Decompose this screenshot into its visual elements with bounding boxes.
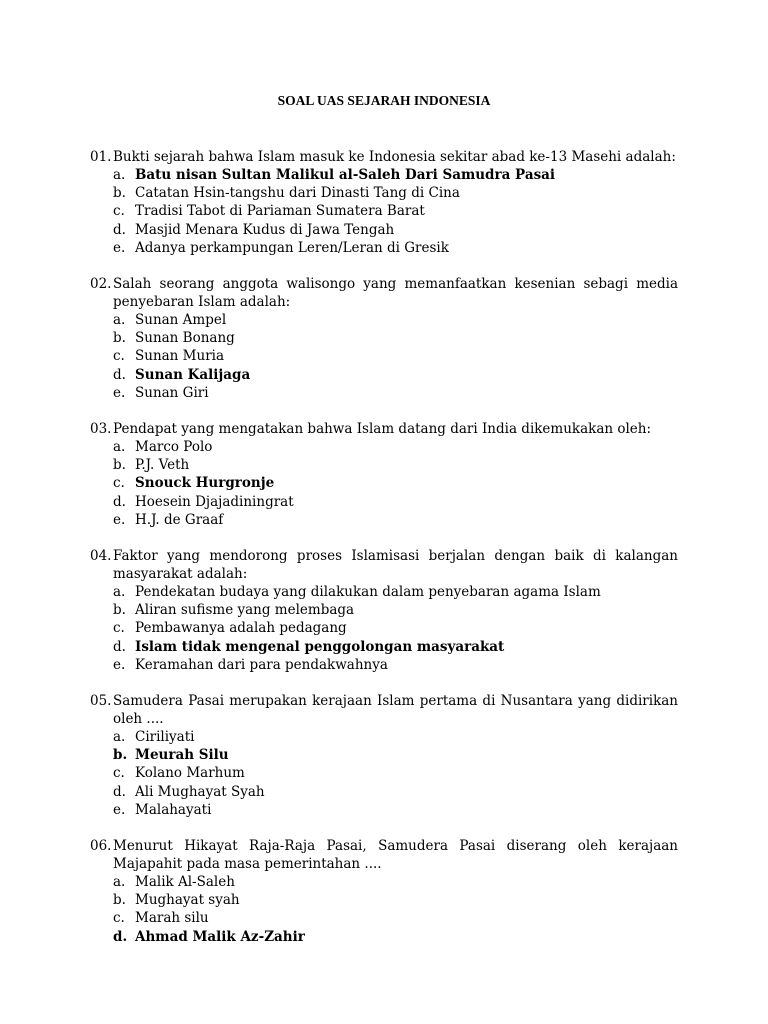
question-text: Samudera Pasai merupakan kerajaan Islam pertama di Nusantara yang didirikan oleh .... xyxy=(113,693,678,728)
option-letter: a. xyxy=(113,312,126,329)
option-text: Sunan Ampel xyxy=(135,312,227,329)
question-text: Salah seorang anggota walisongo yang memanfaatkan kesenian sebagi media penyebaran Islam adalah: xyxy=(113,276,678,311)
answer-option xyxy=(113,583,678,601)
answer-option xyxy=(113,783,678,801)
option-letter: d. xyxy=(113,221,126,238)
option-text: Batu nisan Sultan Malikul al-Saleh Dari Samudra Pasai xyxy=(135,167,556,183)
question-text: Pendapat yang mengatakan bahwa Islam datang dari India dikemukakan oleh: xyxy=(113,421,652,438)
answer-option xyxy=(113,493,678,511)
option-list xyxy=(90,583,678,674)
answer-option xyxy=(113,311,678,329)
option-letter: c. xyxy=(113,910,125,927)
question-item xyxy=(90,837,678,946)
option-text: Adanya perkampungan Leren/Leran di Gresik xyxy=(135,239,449,256)
option-letter: a. xyxy=(113,729,126,746)
option-text: Islam tidak mengenal penggolongan masyarakat xyxy=(135,638,505,655)
question-item xyxy=(90,692,678,819)
option-text: Sunan Bonang xyxy=(135,330,235,347)
answer-option xyxy=(113,329,678,347)
option-letter: d. xyxy=(113,638,126,655)
option-letter: b. xyxy=(113,892,126,909)
option-letter: e. xyxy=(113,384,126,401)
question-row xyxy=(90,275,678,311)
option-letter: e. xyxy=(113,511,126,528)
option-letter: e. xyxy=(113,801,126,818)
question-text: Bukti sejarah bahwa Islam masuk ke Indonesia sekitar abad ke-13 Masehi adalah: xyxy=(113,149,676,165)
option-text: Ahmad Malik Az-Zahir xyxy=(135,928,305,945)
question-row xyxy=(90,148,678,166)
answer-option xyxy=(113,801,678,819)
answer-option xyxy=(113,438,678,456)
option-text: Snouck Hurgronje xyxy=(135,475,275,492)
answer-option xyxy=(113,511,678,529)
option-letter: c. xyxy=(113,765,125,782)
answer-option xyxy=(113,239,678,257)
option-list xyxy=(90,728,678,819)
option-text: Malahayati xyxy=(135,801,212,818)
option-text: Sunan Muria xyxy=(135,348,225,365)
option-letter: b. xyxy=(113,457,126,474)
answer-option xyxy=(113,474,678,492)
question-list xyxy=(90,148,678,964)
question-number: 05. xyxy=(90,693,112,710)
option-list xyxy=(90,873,678,946)
answer-option xyxy=(113,221,678,239)
option-text: Keramahan dari para pendakwahnya xyxy=(135,656,388,673)
option-letter: a. xyxy=(113,439,126,456)
option-text: H.J. de Graaf xyxy=(135,511,224,528)
option-letter: d. xyxy=(113,366,126,383)
option-text: Ciriliyati xyxy=(135,729,195,746)
option-letter: d. xyxy=(113,783,126,800)
question-number: 04. xyxy=(90,548,112,565)
option-text: Hoesein Djajadiningrat xyxy=(135,493,294,510)
question-item xyxy=(90,547,678,674)
option-letter: b. xyxy=(113,602,126,619)
answer-option xyxy=(113,456,678,474)
question-text: Menurut Hikayat Raja-Raja Pasai, Samudera Pasai diserang oleh kerajaan Majapahit pada masa pemerintahan .... xyxy=(113,838,678,873)
question-row xyxy=(90,837,678,873)
answer-option xyxy=(113,601,678,619)
answer-option xyxy=(113,619,678,637)
question-row xyxy=(90,692,678,728)
page-title: SOAL UAS SEJARAH INDONESIA xyxy=(277,93,491,108)
option-text: P.J. Veth xyxy=(135,457,190,474)
answer-option xyxy=(113,909,678,927)
answer-option xyxy=(113,384,678,402)
option-letter: c. xyxy=(113,620,125,637)
option-letter: a. xyxy=(113,874,126,891)
question-row xyxy=(90,420,678,438)
option-text: Pendekatan budaya yang dilakukan dalam penyebaran agama Islam xyxy=(135,584,601,601)
question-number: 06. xyxy=(90,838,112,855)
option-letter: c. xyxy=(113,203,125,220)
answer-option xyxy=(113,202,678,220)
answer-option xyxy=(113,928,678,946)
option-letter: d. xyxy=(113,493,126,510)
question-row xyxy=(90,547,678,583)
option-text: Tradisi Tabot di Pariaman Sumatera Barat xyxy=(135,203,425,220)
option-letter: e. xyxy=(113,656,126,673)
answer-option xyxy=(113,728,678,746)
question-number: 02. xyxy=(90,276,112,293)
option-letter: b. xyxy=(113,747,128,764)
option-letter: c. xyxy=(113,475,125,492)
option-letter: b. xyxy=(113,330,126,347)
option-letter: a. xyxy=(113,167,126,183)
answer-option xyxy=(113,746,678,764)
option-text: Marco Polo xyxy=(135,439,213,456)
question-item xyxy=(90,148,678,257)
option-text: Pembawanya adalah pedagang xyxy=(135,620,347,637)
option-text: Marah silu xyxy=(135,910,209,927)
option-text: Meurah Silu xyxy=(135,747,229,764)
answer-option xyxy=(113,184,678,202)
option-list xyxy=(90,166,678,257)
option-text: Ali Mughayat Syah xyxy=(135,783,265,800)
question-item xyxy=(90,275,678,402)
answer-option xyxy=(113,166,678,184)
option-text: Masjid Menara Kudus di Jawa Tengah xyxy=(135,221,395,238)
option-text: Sunan Kalijaga xyxy=(135,366,251,383)
option-letter: d. xyxy=(113,928,128,945)
answer-option xyxy=(113,764,678,782)
answer-option xyxy=(113,638,678,656)
option-letter: c. xyxy=(113,348,125,365)
option-text: Malik Al-Saleh xyxy=(135,874,235,891)
option-text: Aliran sufisme yang melembaga xyxy=(135,602,355,619)
option-list xyxy=(90,311,678,402)
option-text: Mughayat syah xyxy=(135,892,240,909)
option-text: Kolano Marhum xyxy=(135,765,245,782)
question-number: 03. xyxy=(90,421,112,438)
answer-option xyxy=(113,656,678,674)
option-text: Catatan Hsin-tangshu dari Dinasti Tang di Cina xyxy=(135,185,460,202)
question-text: Faktor yang mendorong proses Islamisasi berjalan dengan baik di kalangan masyarakat adalah: xyxy=(113,548,678,583)
answer-option xyxy=(113,347,678,365)
option-letter: a. xyxy=(113,584,126,601)
answer-option xyxy=(113,891,678,909)
answer-option xyxy=(113,366,678,384)
answer-option xyxy=(113,873,678,891)
option-letter: e. xyxy=(113,239,126,256)
option-letter: b. xyxy=(113,185,126,202)
question-item xyxy=(90,420,678,529)
question-number: 01. xyxy=(90,149,112,165)
option-list xyxy=(90,438,678,529)
option-text: Sunan Giri xyxy=(135,384,209,401)
